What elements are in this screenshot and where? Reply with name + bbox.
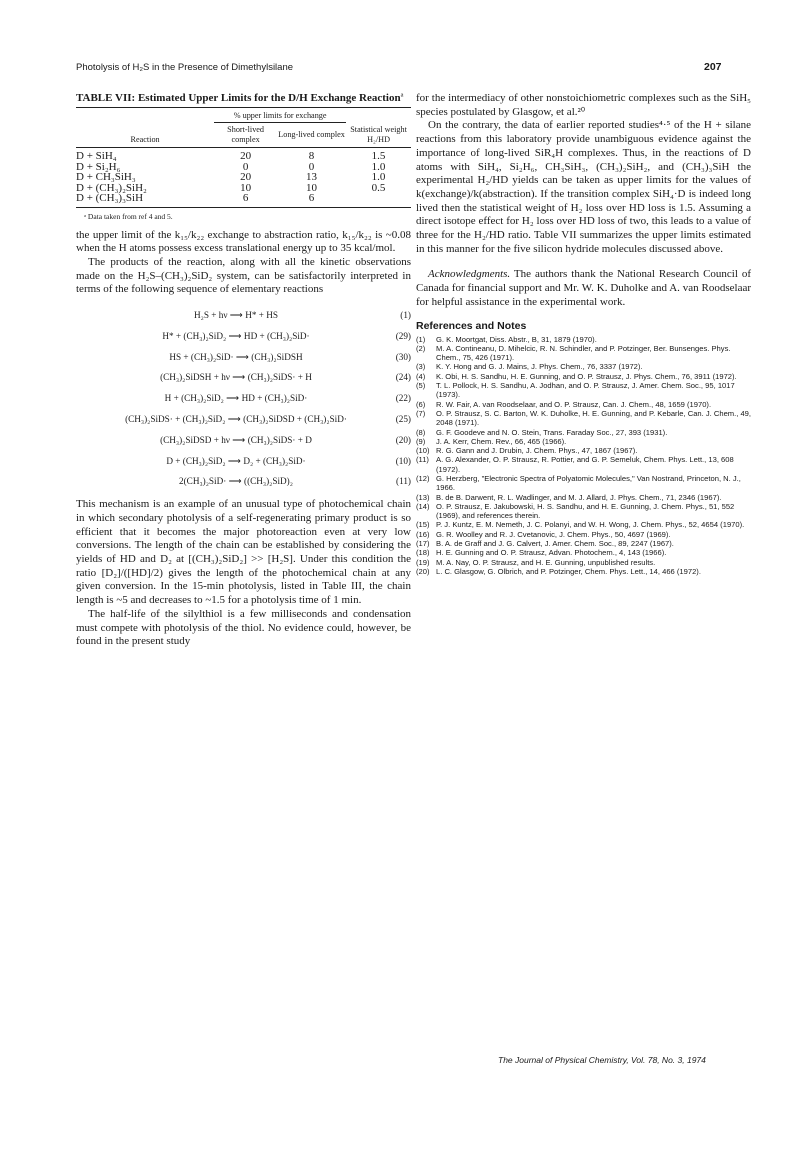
paragraph: The products of the reaction, along with all the kinetic observations made on the H₂S–(CH₃)₂SiD₂ system, can be satisfactorily interpreted in terms of the following sequence of elementary reactions — [76, 255, 411, 296]
weight-cell: 1.0 — [371, 160, 386, 173]
reference-number: (19) — [416, 557, 430, 567]
reference-text: G. K. Moortgat, Diss. Abstr., B, 31, 1879 (1970). — [436, 334, 597, 344]
paragraph: for the intermediacy of other nonstoichiometric complexes such as the SiH₅ species postulated by Glasgow, et al.²⁰ — [416, 92, 751, 118]
reference-number: (2) — [416, 343, 426, 353]
reference-text: G. Herzberg, "Electronic Spectra of Polyatomic Molecules," Van Nostrand, Princeton, N. J., 1966. — [436, 474, 741, 493]
reference-number: (6) — [416, 399, 426, 409]
reference-item — [416, 381, 751, 400]
reference-item — [416, 335, 751, 344]
group-header: % upper limits for exchange — [214, 108, 346, 123]
long-cell: 13 — [306, 171, 318, 183]
long-cell: 10 — [306, 181, 318, 194]
table-row — [76, 193, 411, 207]
reference-item — [416, 455, 751, 474]
reference-number: (13) — [416, 492, 430, 502]
reference-item — [416, 362, 751, 371]
short-cell: 20 — [240, 171, 252, 183]
paragraph: the upper limit of the k₁₅/k₂₂ exchange to abstraction ratio, k₁₅/k₂₂ is ~0.08 when the H atoms possess excess translational energy up to 35 kcal/mol. — [76, 228, 411, 255]
reference-text: L. C. Glasgow, G. Olbrich, and P. Potzinger, Chem. Phys. Lett., 14, 466 (1972). — [436, 566, 701, 576]
equation-number: (24) — [395, 372, 411, 383]
reference-text: G. R. Woolley and R. J. Cvetanovic, J. Chem. Phys., 50, 4697 (1969). — [436, 529, 671, 539]
reference-text: B. de B. Darwent, R. L. Wadlinger, and M. J. Allard, J. Phys. Chem., 71, 2346 (1967). — [436, 492, 722, 502]
reference-text: R. G. Gann and J. Drubin, J. Chem. Phys., 47, 1867 (1967). — [436, 446, 638, 456]
reference-item — [416, 530, 751, 539]
reference-number: (16) — [416, 529, 430, 539]
col-header-long: Long-lived complex — [277, 123, 346, 148]
weight-cell — [346, 193, 411, 207]
equation-text: HS + (CH₃)₂SiD· ⟶ (CH₃)₂SiDSH — [169, 351, 303, 362]
weight-cell: 0.5 — [371, 181, 386, 194]
reference-text: A. G. Alexander, O. P. Strausz, R. Pottier, and G. P. Semeluk, Chem. Phys. Lett., 13, 608 (1972). — [436, 455, 734, 474]
equation — [76, 430, 411, 451]
acknowledgments-text: The authors thank the National Research Council of Canada for financial support and Mr. W. K. Duholke and A. van Roodselaar for helpful assistance in the experimental work. — [416, 268, 751, 308]
short-cell: 20 — [240, 150, 252, 162]
reference-text: B. A. de Graff and J. G. Calvert, J. Amer. Chem. Soc., 89, 2247 (1967). — [436, 539, 674, 549]
reference-item — [416, 567, 751, 576]
reference-item — [416, 520, 751, 529]
reference-text: H. E. Gunning and O. P. Strausz, Advan. Photochem., 4, 143 (1966). — [436, 548, 667, 558]
reference-text: O. P. Strausz, E. Jakubowski, H. S. Sandhu, and H. E. Gunning, J. Chem. Phys., 51, 552 (1969), and references therein. — [436, 501, 735, 521]
equation-number: (10) — [395, 455, 411, 466]
reference-number: (7) — [416, 408, 426, 418]
reaction-cell: D + SiH₄ — [76, 150, 117, 162]
reference-number: (4) — [416, 371, 426, 381]
reference-number: (14) — [416, 501, 430, 511]
reference-number: (18) — [416, 548, 430, 558]
reference-text: K. Obi, H. S. Sandhu, H. E. Gunning, and O. P. Strausz, J. Phys. Chem., 76, 3911 (1972). — [436, 371, 737, 381]
equation-number: (29) — [395, 330, 411, 341]
reference-item — [416, 428, 751, 437]
references-heading: References and Notes — [416, 319, 527, 332]
equation-text: D + (CH₃)₂SiD₂ ⟶ D₂ + (CH₃)₂SiD· — [166, 455, 306, 466]
reference-number: (12) — [416, 474, 430, 483]
equation-number: (20) — [395, 434, 411, 445]
paragraph: This mechanism is an example of an unusual type of photochemical chain in which secondary photolysis of a self-regenerating primary product is so efficient that it becomes the major photoreaction even at very low conversions. The length of the chain can be established by considering the yields of HD and D₂ at [(CH₃)₂SiD₂] >> [H₂S]. Under this condition the ratio [D₂]/([HD]/2) gives the length of the photochemical chain at any given conversion. In the 15-min photolysis, listed in Table III, the chain length is ~5 and decreases to ~1.5 for a photolysis time of 1 min. — [76, 498, 411, 607]
reaction-cell: D + (CH₃)₃SiH — [76, 193, 214, 207]
equation — [76, 388, 411, 409]
reaction-cell: D + CH₃SiH₃ — [76, 171, 136, 183]
table-row — [76, 148, 411, 162]
equation-number: (1) — [400, 310, 411, 321]
col-header-short: Short-lived complex — [214, 123, 277, 148]
page-number: 207 — [704, 61, 722, 73]
reference-text: O. P. Strausz, S. C. Barton, W. K. Duholke, H. E. Gunning, and P. Kebarle, Can. J. Chem., 49, 2048 (1971). — [436, 408, 752, 428]
reference-text: R. W. Fair, A. van Roodselaar, and O. P. Strausz, Can. J. Chem., 48, 1659 (1970). — [436, 399, 712, 409]
reference-number: (17) — [416, 539, 430, 549]
reference-number: (10) — [416, 446, 430, 456]
reference-item — [416, 446, 751, 455]
reaction-cell: D + (CH₃)₂SiH₂ — [76, 181, 147, 194]
acknowledgments-label: Acknowledgments. — [428, 268, 511, 281]
equation-text: H₂S + hν ⟶ H* + HS — [194, 310, 278, 321]
reference-item — [416, 502, 751, 521]
reference-item — [416, 493, 751, 502]
running-title: Photolysis of H₂S in the Presence of Dimethylsilane — [76, 62, 294, 73]
reference-text: M. A. Contineanu, D. Mihelcic, R. N. Schindler, and P. Potzinger, Ber. Bunsenges. Phys. Chem., 75, 426 (1971). — [436, 343, 731, 363]
journal-footer: The Journal of Physical Chemistry, Vol. 78, No. 3, 1974 — [498, 1055, 706, 1065]
col-header-weight: Statistical weight H₂/HD — [346, 123, 411, 148]
equation-number: (11) — [396, 476, 411, 487]
weight-cell: 1.0 — [371, 171, 386, 183]
table-title: TABLE VII: Estimated Upper Limits for the D/H Exchange Reaction$^a$ — [76, 91, 404, 104]
acknowledgments — [416, 268, 751, 309]
reference-item — [416, 344, 751, 363]
long-cell: 8 — [308, 150, 315, 162]
paragraph: The half-life of the silylthiol is a few milliseconds and condensation must compete with photolysis of the thiol. No evidence could, however, be found in the present study — [76, 607, 411, 648]
reference-item — [416, 548, 751, 557]
reference-item — [416, 539, 751, 548]
long-cell: 6 — [277, 193, 346, 207]
reference-number: (15) — [416, 520, 430, 530]
reference-text: M. A. Nay, O. P. Strausz, and H. E. Gunning, unpublished results. — [436, 557, 656, 567]
reference-text: T. L. Pollock, H. S. Sandhu, A. Jodhan, and O. P. Strausz, J. Amer. Chem. Soc., 95, 1017 (1973). — [436, 381, 735, 400]
table-row — [76, 172, 411, 183]
reference-text: J. A. Kerr, Chem. Rev., 66, 465 (1966). — [436, 436, 567, 446]
equation — [76, 409, 411, 430]
reference-item — [416, 558, 751, 567]
short-cell: 0 — [242, 160, 249, 173]
reference-number: (8) — [416, 427, 426, 437]
reference-text: K. Y. Hong and G. J. Mains, J. Phys. Chem., 76, 3337 (1972). — [436, 362, 643, 372]
col-header-reaction: Reaction — [76, 123, 214, 148]
right-column — [416, 92, 751, 576]
equation-number: (22) — [395, 393, 411, 404]
short-cell: 10 — [240, 181, 252, 194]
exchange-table — [76, 107, 411, 208]
equation — [76, 451, 411, 472]
reference-item — [416, 372, 751, 381]
reference-item — [416, 409, 751, 428]
equation — [76, 471, 411, 492]
reference-text: P. J. Kuntz, E. M. Nemeth, J. C. Polanyi, and W. H. Wong, J. Chem. Phys., 52, 4654 (1970). — [436, 520, 745, 530]
weight-cell: 1.5 — [371, 150, 386, 162]
equation-text: H* + (CH₃)₂SiD₂ ⟶ HD + (CH₃)₂SiD· — [162, 330, 310, 341]
long-cell: 0 — [308, 160, 315, 173]
table-title-mark: a — [400, 91, 404, 99]
reference-number: (20) — [416, 566, 430, 576]
short-cell: 6 — [214, 193, 277, 207]
paragraph: On the contrary, the data of earlier reported studies⁴·⁵ of the H + silane reactions from this laboratory provide unambiguous evidence against the importance of long-lived SiR₄H complexes. Thus, in the reactions of D atoms with SiH₄, Si₂H₆, CH₃SiH₃, (CH₃)₂SiH₂, and (CH₃)₃SiH the experimental H₂/HD yields can be taken as upper limits for the values of k(exchange)/k(abstraction). If the transition complex SiH₄·D is indeed long lived then the statistical weight of H₂ loss over HD loss is 1.5. Assuming a direct isotope effect for H₂ loss over HD loss of two, this leads to a value of three for the H₂/HD ratio. Table VII summarizes the upper limits estimated in this manner for the five silicon hydride molecules discussed above. — [416, 119, 751, 255]
reference-text: G. F. Goodeve and N. O. Stein, Trans. Faraday Soc., 27, 393 (1931). — [436, 427, 668, 437]
reference-item — [416, 474, 751, 493]
reference-number: (3) — [416, 362, 426, 372]
reference-item — [416, 400, 751, 409]
table-footnote: ᵃ Data taken from ref 4 and 5. — [84, 211, 173, 221]
left-column — [76, 92, 411, 649]
equation — [76, 347, 411, 368]
reference-number: (9) — [416, 436, 426, 446]
equation-number: (30) — [395, 351, 411, 362]
equation-text: (CH₃)₂SiDS· + (CH₃)₂SiD₂ ⟶ (CH₃)₂SiDSD + (CH₃)₂SiD· — [125, 414, 347, 424]
reference-item — [416, 437, 751, 446]
equation-number: (25) — [395, 414, 411, 424]
reference-number: (1) — [416, 334, 426, 344]
equation-text: (CH₃)₂SiDSH + hν ⟶ (CH₃)₂SiDS· + H — [160, 372, 312, 383]
reference-list — [416, 335, 751, 577]
equation-text: (CH₃)₂SiDSD + hν ⟶ (CH₃)₂SiDS· + D — [160, 434, 312, 445]
equation-text: 2(CH₃)₂SiD· ⟶ ((CH₃)₂SiD)₂ — [179, 476, 293, 487]
equation — [76, 305, 411, 326]
reaction-cell: D + Si₂H₆ — [76, 160, 121, 173]
reference-number: (11) — [416, 455, 429, 465]
equation-list — [76, 305, 411, 492]
equation — [76, 367, 411, 388]
equation-text: H + (CH₃)₂SiD₂ ⟶ HD + (CH₃)₂SiD· — [164, 393, 308, 404]
reference-number: (5) — [416, 381, 426, 391]
equation — [76, 326, 411, 347]
